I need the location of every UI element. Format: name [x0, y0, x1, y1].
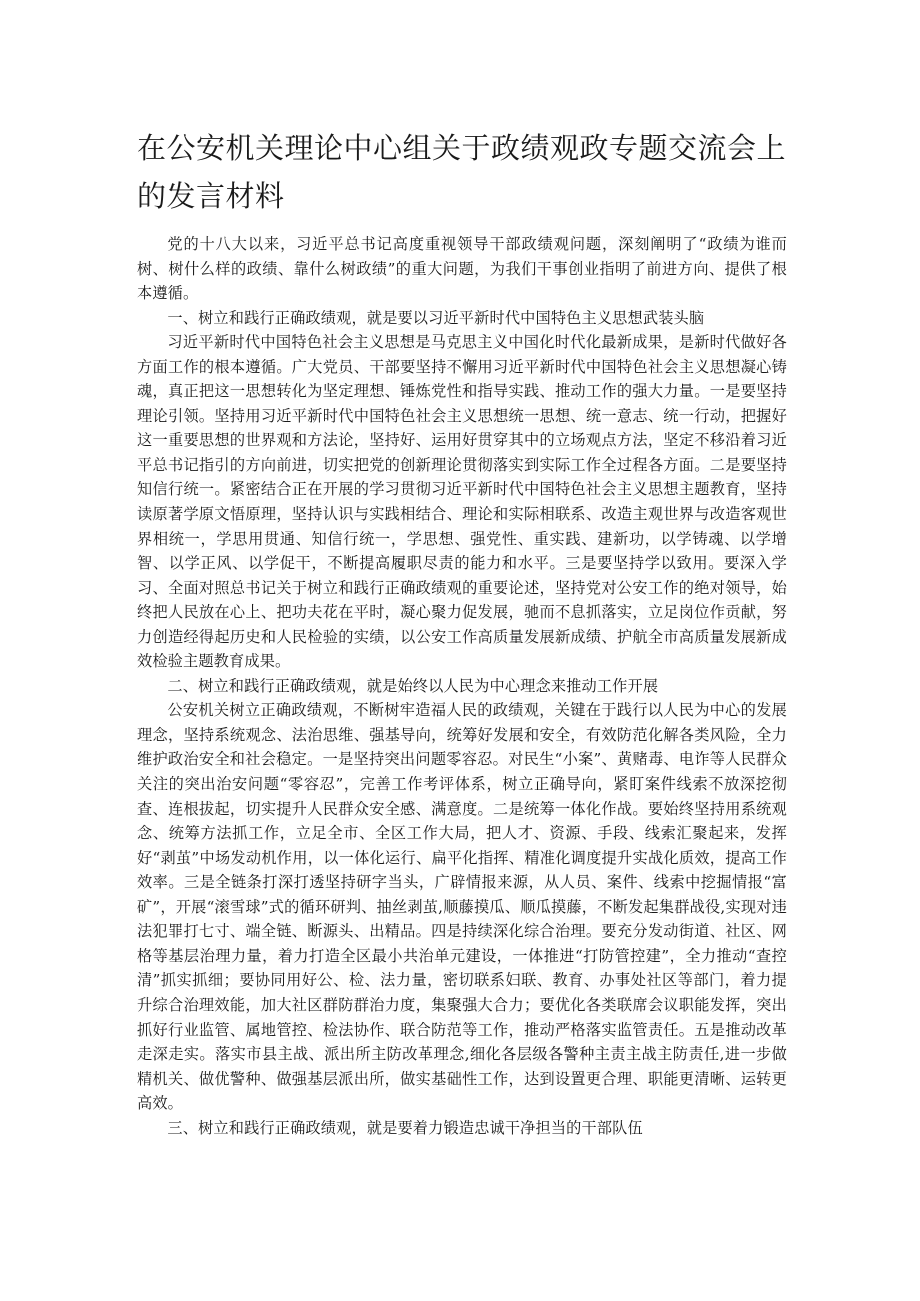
intro-paragraph: 党的十八大以来，习近平总书记高度重视领导干部政绩观问题，深刻阐明了“政绩为谁而树、树什么样的政绩、靠什么树政绩”的重大问题，为我们干事创业指明了前进方向、提供了根本遵循。 — [137, 235, 787, 303]
document-title: 在公安机关理论中心组关于政绩观政专题交流会上的发言材料 — [137, 131, 787, 213]
section-heading-3: 三、树立和践行正确政绩观，就是要着力锻造忠诚干净担当的干部队伍 — [167, 1118, 643, 1137]
section-1-paragraph: 习近平新时代中国特色社会主义思想是马克思主义中国化时代化最新成果，是新时代做好各方面工作的根本遵循。广大党员、干部要坚持不懈用习近平新时代中国特色社会主义思想凝心铸魂，真正把这一思想转化为坚定理想、锤炼党性和指导实践、推动工作的强大力量。一是要坚持理论引领。坚持用习近平新时代中国特色社会主义思想统一思想、统一意志、统一行动，把握好这一重要思想的世界观和方法论，坚持好、运用好贯穿其中的立场观点方法，坚定不移沿着习近平总书记指引的方向前进，切实把党的创新理论贯彻落实到实际工作全过程各方面。二是要坚持知信行统一。紧密结合正在开展的学习贯彻习近平新时代中国特色社会主义思想主题教育，坚持读原著学原文悟原理，坚持认识与实践相结合、理论和实际相联系、改造主观世界与改造客观世界相统一，学思用贯通、知信行统一，学思想、强党性、重实践、建新功，以学铸魂、以学增智、以学正风、以学促干，不断提高履职尽责的能力和水平。三是要坚持学以致用。要深入学习、全面对照总书记关于树立和践行正确政绩观的重要论述，坚持党对公安工作的绝对领导，始终把人民放在心上、把功夫花在平时，凝心聚力促发展，驰而不息抓落实，立足岗位作贡献，努力创造经得起历史和人民检验的实绩，以公安工作高质量发展新成绩、护航全市高质量发展新成效检验主题教育成果。 — [137, 333, 787, 671]
section-heading-1: 一、树立和践行正确政绩观，就是要以习近平新时代中国特色主义思想武装头脑 — [167, 308, 705, 327]
section-heading-2: 二、树立和践行正确政绩观，就是始终以人民为中心理念来推动工作开展 — [167, 676, 659, 695]
document-body — [137, 232, 787, 1140]
section-2-paragraph: 公安机关树立正确政绩观，不断树牢造福人民的政绩观，关键在于践行以人民为中心的发展理念，坚持系统观念、法治思维、强基导向，统筹好发展和安全，有效防范化解各类风险，全力维护政治安全和社会稳定。一是坚持突出问题零容忍。对民生“小案”、黄赌毒、电诈等人民群众关注的突出治安问题“零容忍”，完善工作考评体系，树立正确导向，紧盯案件线索不放深挖彻查、连根拔起，切实提升人民群众安全感、满意度。二是统筹一体化作战。要始终坚持用系统观念、统筹方法抓工作，立足全市、全区工作大局，把人才、资源、手段、线索汇聚起来，发挥好“剥茧”中场发动机作用，以一体化运行、扁平化指挥、精准化调度提升实战化质效，提高工作效率。三是全链条打深打透坚持研字当头，广辟情报来源，从人员、案件、线索中挖掘情报“富矿”，开展“滚雪球”式的循环研判、抽丝剥茧,顺藤摸瓜、顺瓜摸藤，不断发起集群战役,实现对违法犯罪打七寸、端全链、断源头、出精品。四是持续深化综合治理。要充分发动街道、社区、网格等基层治理力量，着力打造全区最小共治单元建设，一体推进“打防管控建”，全力推动“查控清”抓实抓细；要协同用好公、检、法力量，密切联系妇联、教育、办事处社区等部门，着力提升综合治理效能，加大社区群防群治力度，集聚强大合力；要优化各类联席会议职能发挥，突出抓好行业监管、属地管控、检法协作、联合防范等工作，推动严格落实监管责任。五是推动改革走深走实。落实市县主战、派出所主防改革理念,细化各层级各警种主责主战主防责任,进一步做精机关、做优警种、做强基层派出所，做实基础性工作，达到设置更合理、职能更清晰、运转更高效。 — [137, 701, 787, 1113]
